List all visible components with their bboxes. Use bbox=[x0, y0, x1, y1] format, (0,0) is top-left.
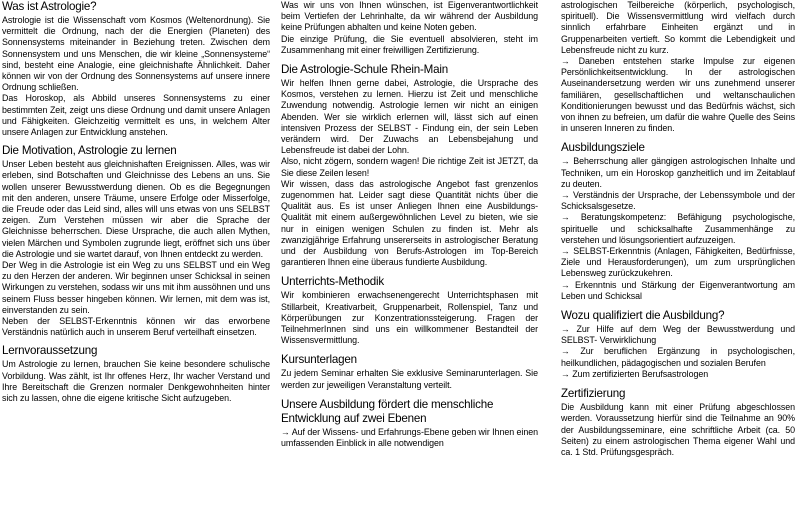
heading-motivation: Die Motivation, Astrologie zu lernen bbox=[2, 144, 177, 158]
paragraph: Also, nicht zögern, sondern wagen! Die richtige Zeit ist JETZT, da Sie diese Zeilen lesen! bbox=[281, 156, 538, 178]
heading-school: Die Astrologie-Schule Rhein-Main bbox=[281, 63, 448, 77]
paragraph: Zu jedem Seminar erhalten Sie exklusive Seminarunterlagen. Sie werden zur jeweiligen Veranstaltung verteilt. bbox=[281, 368, 538, 390]
paragraph: Neben der SELBST-Erkenntnis können wir das erworbene Verständnis natürlich auch in unserem Beruf verteilhaft einsetzen. bbox=[2, 316, 270, 338]
paragraph: Das Horoskop, als Abbild unseres Sonnensystems zu einer bestimmten Zeit, zeigt uns diese Ordnung und damit unsere Anlagen und Fähigkeiten. Gleichzeitig vermittelt es uns, in welchem Alter unsere Anlagen zur Entwicklung anstehen. bbox=[2, 93, 270, 138]
paragraph: Astrologie ist die Wissenschaft vom Kosmos (Weltenordnung). Sie vermittelt die Ordnung, nach der die Energien (Planeten) des Sonnensystems miteinander in Beziehung treten. Zwischen dem Sonnensystem und uns Menschen, die wir kleine „Sonnensysteme“ sind, besteht eine Analogie, eine gleichnishafte Ähnlichkeit. Daher können wir von der Ordnung des Sonnensystems auf unsere innere Ordnung schließen. bbox=[2, 15, 270, 93]
paragraph: Was wir uns von Ihnen wünschen, ist Eigenverantwortlichkeit beim Vertiefen der Lehrinhalte, da wir während der Ausbildung keine Prüfungen abhalten und keine Noten geben. bbox=[281, 0, 538, 33]
list-item: → Erkenntnis und Stärkung der Eigenverantwortung am Leben und Schicksal bbox=[561, 279, 795, 301]
heading-prerequisites: Lernvoraussetzung bbox=[2, 344, 98, 358]
heading-course-materials: Kursunterlagen bbox=[281, 353, 357, 367]
paragraph: Um Astrologie zu lernen, brauchen Sie keine besondere schulische Vorbildung. Was zählt, ist Ihr offenes Herz, Ihr wacher Verstand und Ihre Bereitschaft die Grenzen normaler Denkgewohnheiten hinter sich zu lassen, ohne die eigene kritische Sicht aufzugeben. bbox=[2, 359, 270, 404]
heading-training-goals: Ausbildungsziele bbox=[561, 141, 645, 155]
column-right bbox=[561, 0, 795, 516]
paragraph: Wir kombinieren erwachsenengerecht Unterrichtsphasen mit Stillarbeit, Kreativarbeit, Gruppenarbeit, Rollenspiel, Tanz und Körperübungen zur Konzentrationssteigerung. Fragen der TeilnehmerInnen sind uns ein willkommener Bestandteil der Wissensvermittlung. bbox=[281, 290, 538, 346]
list-item: → Zur beruflichen Ergänzung in psychologischen, heilkundlichen, pädagogischen und sozialen Berufen bbox=[561, 346, 795, 368]
paragraph: Die Ausbildung kann mit einer Prüfung abgeschlossen werden. Voraussetzung hierfür sind die Teilnahme an 90% der Ausbildungsseminare, eine schriftliche Arbeit (ca. 50 Seiten) zu einem astrologischen Thema eigener Wahl und ca. 1 Std. Prüfungsgespräch. bbox=[561, 402, 795, 457]
list-item: → Beratungskompetenz: Befähigung psychologische, spirituelle und schicksalhafte Zusammenhänge zu verstehen und lösungsorientiert aufzuzeigen. bbox=[561, 212, 795, 245]
column-left bbox=[2, 0, 270, 516]
list-item: → Zum zertifizierten Berufsastrologen bbox=[561, 368, 709, 379]
paragraph: Der Weg in die Astrologie ist ein Weg zu uns SELBST und ein Weg zu den Herzen der anderen. Wir beginnen unser Schicksal in seinen Wirkungen zu verstehen, sodass wir uns mit ihm aussöhnen und uns seinem Fluss besser hingeben können. Wir lernen, mit dem was ist, einverstanden zu sein. bbox=[2, 260, 270, 315]
heading-what-is-astrology: Was ist Astrologie? bbox=[2, 0, 97, 13]
heading-certification: Zertifizierung bbox=[561, 387, 626, 401]
heading-two-levels: Unsere Ausbildung fördert die menschliche Entwicklung auf zwei Ebenen bbox=[281, 397, 494, 425]
list-item: → Beherrschung aller gängigen astrologischen Inhalte und Techniken, um ein Horoskop ganzheitlich und im Zeitablauf zu deuten. bbox=[561, 156, 795, 189]
list-item: → Zur Hilfe auf dem Weg der Bewusstwerdung und SELBST- Verwirklichung bbox=[561, 324, 795, 346]
paragraph: Die einzige Prüfung, die Sie eventuell absolvieren, steht im Zusammenhang mit einer freiwilligen Zertifizierung. bbox=[281, 33, 538, 55]
heading-teaching-method: Unterrichts-Methodik bbox=[281, 275, 384, 289]
paragraph: → Auf der Wissens- und Erfahrungs-Ebene geben wir Ihnen einen umfassenden Einblick in alle notwendigen bbox=[281, 426, 538, 449]
list-item: → SELBST-Erkenntnis (Anlagen, Fähigkeiten, Bedürfnisse, Ziele und Herausforderungen), um zum ursprünglichen Lebensweg zurückzukehren. bbox=[561, 246, 795, 279]
paragraph: astrologischen Teilbereiche (körperlich, psychologisch, spirituell). Die Wissensvermittlung wird vielfach durch sinnlich erfahrbare Einheiten ergänzt und in Gruppenarbeiten vertieft. So kommt die Lebendigkeit und Lebensfreude nicht zu kurz. bbox=[561, 0, 795, 55]
heading-qualifications: Wozu qualifiziert die Ausbildung? bbox=[561, 309, 725, 323]
list-item: → Verständnis der Ursprache, der Lebenssymbole und der Schicksalsgesetze. bbox=[561, 190, 795, 212]
paragraph: Wir helfen Ihnen gerne dabei, Astrologie, die Ursprache des Kosmos, verstehen zu lernen. Hierzu ist Zeit und menschliche Zuwendung notwendig. Astrologie lernen wir nicht an einigen Abenden. Wer sie wirklich erlernen will, lässt sich auf einen intensiven Prozess der SELBST - Findung ein, der sein Leben verändern wird. Der Zuwachs an Lebensbejahung und Lebensfreude ist dabei der Lohn. bbox=[281, 78, 538, 156]
column-middle bbox=[281, 0, 538, 516]
paragraph: Unser Leben besteht aus gleichnishaften Ereignissen. Alles, was wir erleben, sind Botschaften und Gleichnisse des Lebens an uns. Sie wollen unserer Bewusstwerdung dienen. Ob es die Begegnungen mit den anderen, unsere Träume, unsere Erfolge oder Misserfolge, die Freude oder das Leid sind, alles will uns etwas von uns SELBST zeigen. Zum Verstehen müssen wir aber die Sprache der Gleichnisse beherrschen. Diese Ursprache, die auch allen Mythen, vielen Märchen und Symbolen zugrunde liegt, eröffnet sich uns über die Astrologie und sie wartet darauf, von Ihnen entdeckt zu werden. bbox=[2, 159, 270, 259]
paragraph: Wir wissen, dass das astrologische Angebot fast grenzenlos zugenommen hat. Leider sagt diese Quantität nichts über die Qualität aus. Es ist unser Anliegen Ihnen eine Ausbildungs-Qualität mit einem außergewöhnlichen Level zu bieten, wie sie nur in einigen wenigen Schulen zu finden ist. Mehr als zwanzigjährige Erfahrung unsererseits in astrologischer Beratung und der Ausbildung von Berufs-Astrologen im Top-Bereich garantieren Ihnen eine überaus fundierte Ausbildung. bbox=[281, 178, 538, 268]
paragraph: → Daneben entstehen starke Impulse zur eigenen Persönlichkeitsentwicklung. In der astrologischen Auseinandersetzung werden wir uns zunehmend unserer familiären, gesellschaftlichen und weltanschaulichen Konditionierungen bewusst und das Bedürfnis wächst, sich von ihnen zu befreien, um dafür die wahre Quelle des Seins in unseren Inneren zu finden. bbox=[561, 56, 795, 134]
